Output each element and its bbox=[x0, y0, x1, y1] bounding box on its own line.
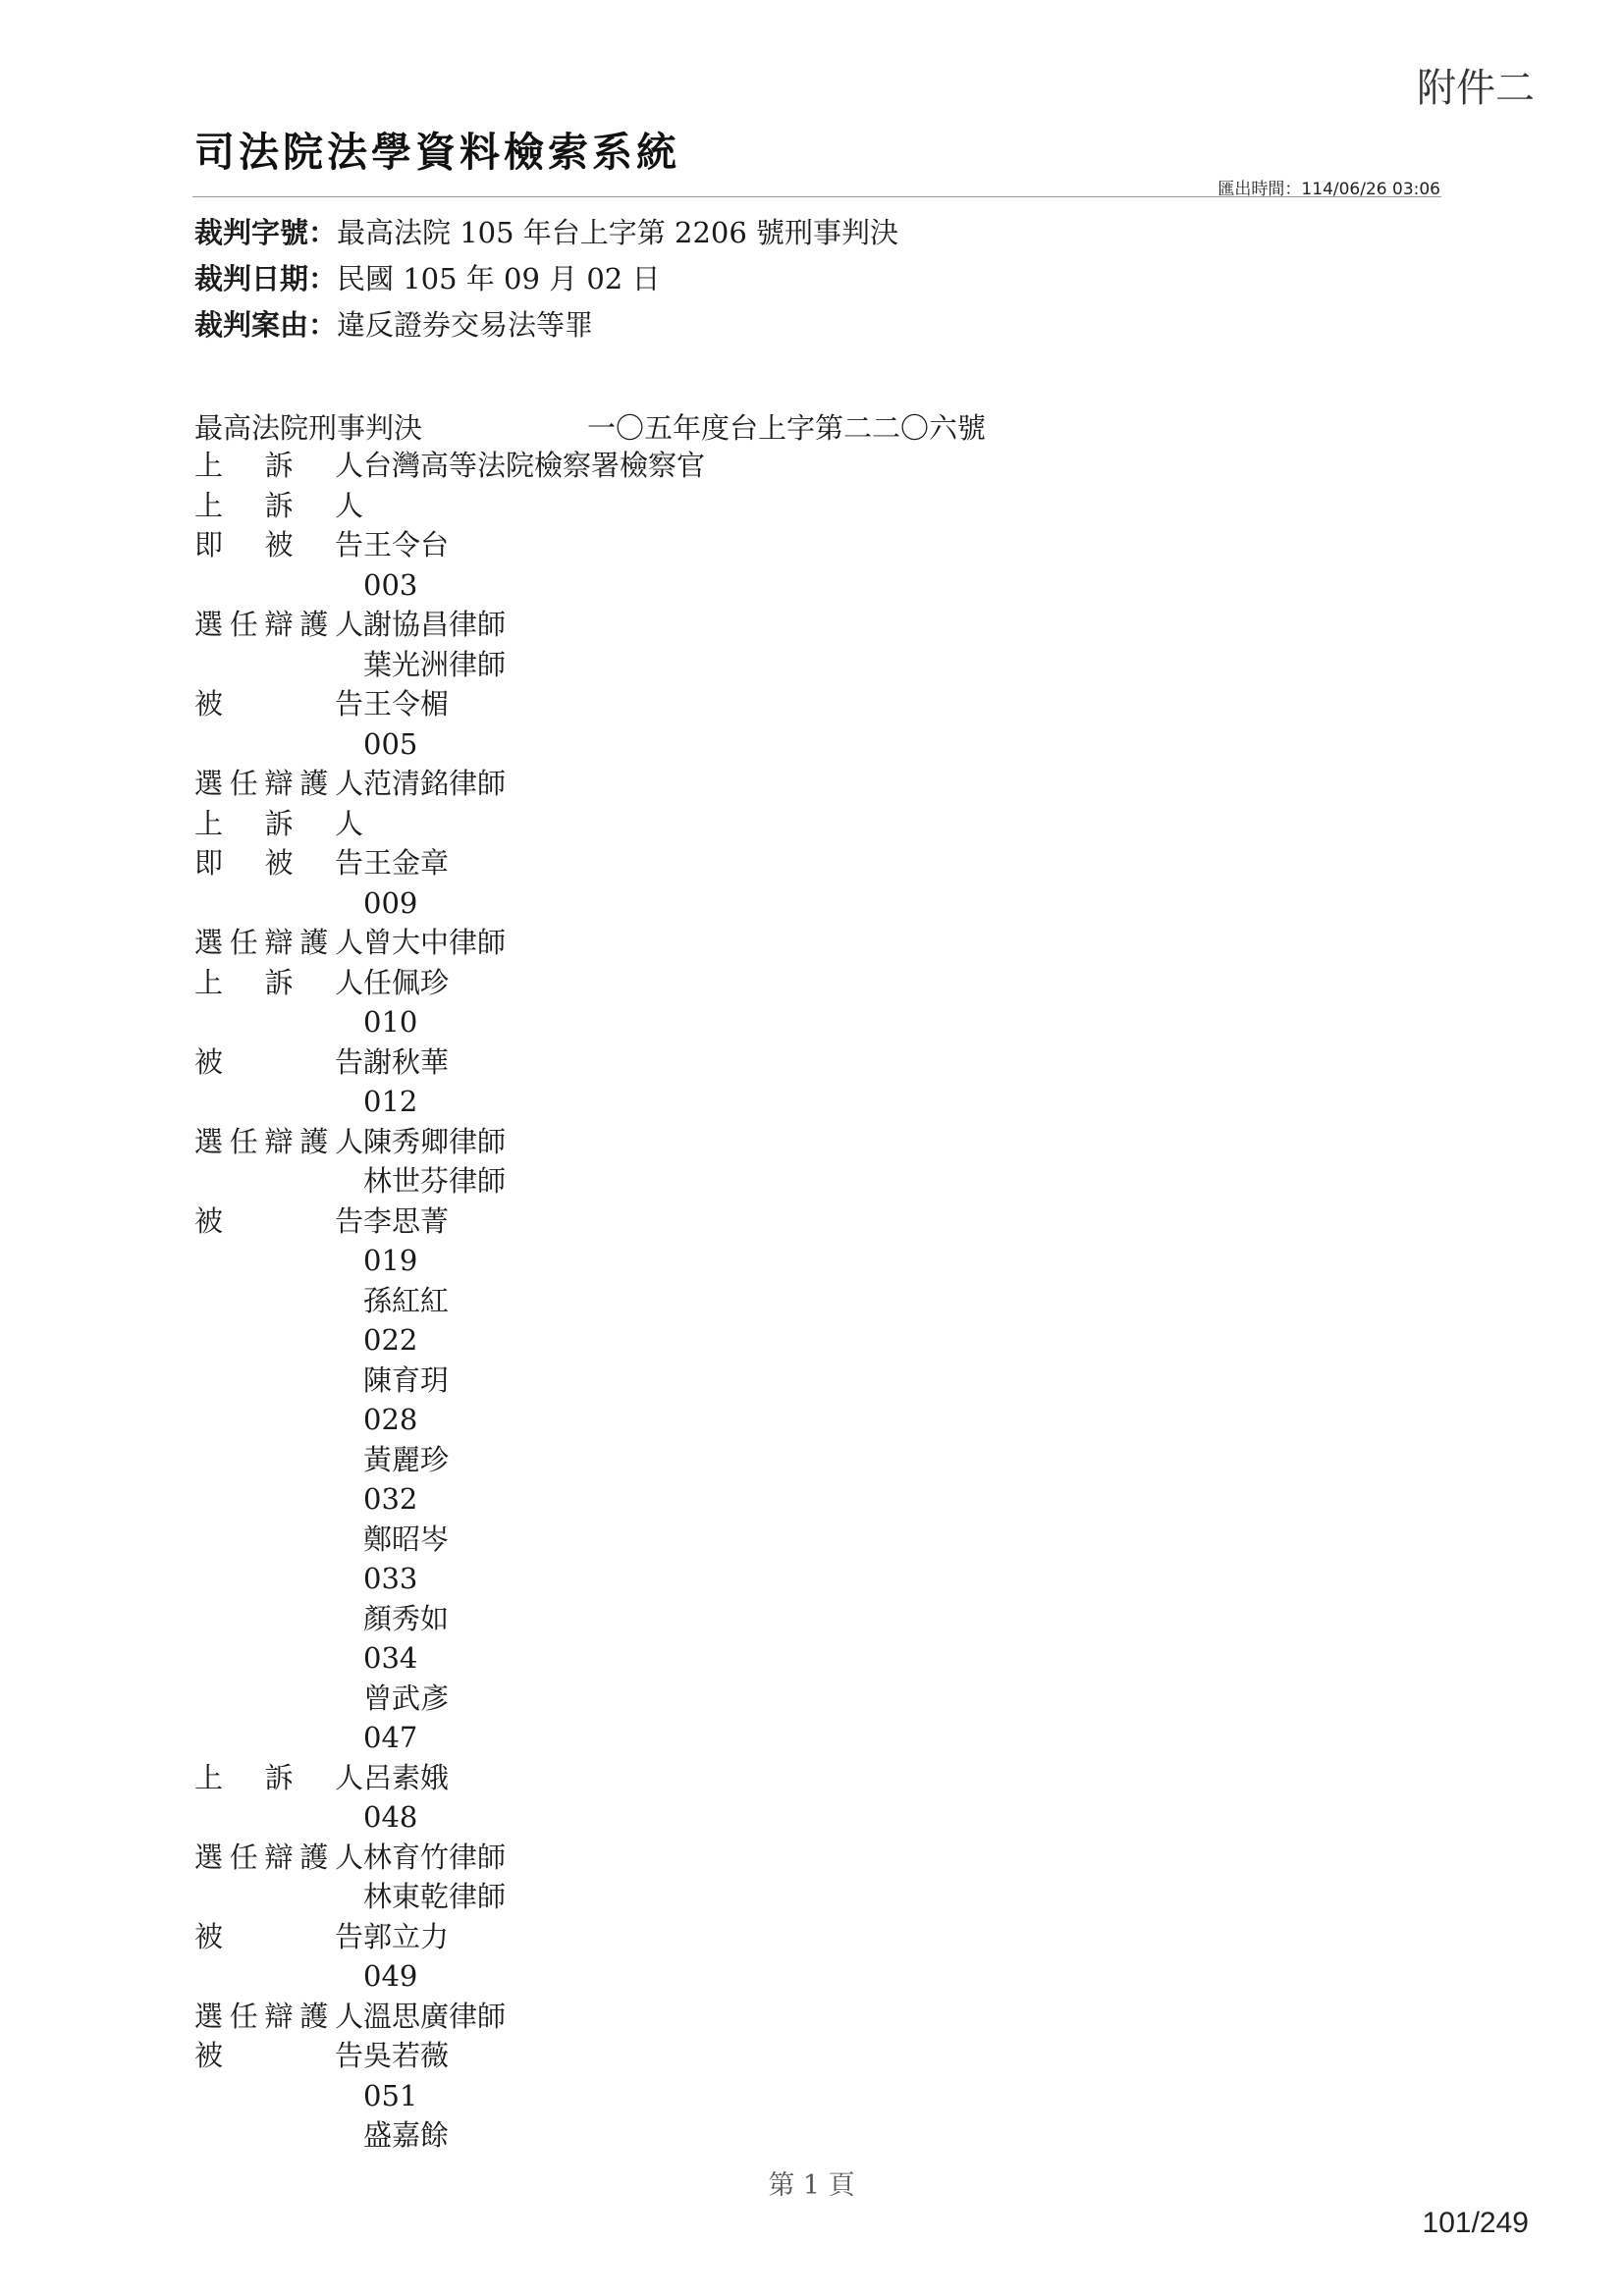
meta-case-number bbox=[194, 211, 898, 254]
party-role: 選任辯護人 bbox=[194, 1999, 363, 2033]
party-value: 曾大中律師 bbox=[363, 926, 507, 959]
party-role: 選任辯護人 bbox=[194, 608, 363, 641]
party-value: 005 bbox=[363, 726, 418, 761]
party-row bbox=[194, 843, 705, 883]
party-row bbox=[194, 565, 705, 606]
party-row bbox=[194, 1400, 705, 1440]
party-value: 012 bbox=[363, 1085, 418, 1118]
party-row bbox=[194, 1599, 705, 1639]
party-role: 選任辯護人 bbox=[194, 926, 363, 959]
party-role: 被告 bbox=[194, 687, 363, 721]
party-row bbox=[194, 1758, 705, 1798]
party-value: 謝秋華 bbox=[363, 1044, 450, 1079]
party-role: 上訴人 bbox=[194, 965, 363, 999]
party-row bbox=[194, 1997, 705, 2037]
party-role: 即被告 bbox=[194, 528, 363, 561]
party-value: 林育竹律師 bbox=[363, 1840, 507, 1874]
party-role: 被告 bbox=[194, 1044, 363, 1079]
party-row bbox=[194, 1559, 705, 1599]
party-list bbox=[194, 446, 705, 2156]
party-value: 孫紅紅 bbox=[363, 1283, 450, 1317]
party-value: 010 bbox=[363, 1005, 418, 1039]
party-row bbox=[194, 525, 705, 565]
export-time: 匯出時間：114/06/26 03:06 bbox=[1217, 180, 1440, 199]
party-role: 上訴人 bbox=[194, 449, 363, 482]
system-title: 司法院法學資料檢索系統 bbox=[194, 129, 680, 176]
case-number: 一〇五年度台上字第二二〇六號 bbox=[587, 411, 987, 445]
meta-label: 裁判案由： bbox=[194, 308, 338, 342]
party-value: 盛嘉餘 bbox=[363, 2118, 450, 2152]
party-value: 032 bbox=[363, 1482, 418, 1516]
party-row bbox=[194, 446, 705, 486]
party-row bbox=[194, 605, 705, 645]
party-value: 鄭昭岑 bbox=[363, 1522, 450, 1556]
party-row bbox=[194, 1320, 705, 1361]
party-role: 上訴人 bbox=[194, 1760, 363, 1794]
party-row bbox=[194, 684, 705, 724]
party-value: 003 bbox=[363, 567, 418, 602]
meta-judgment-date bbox=[194, 257, 660, 300]
party-row bbox=[194, 1638, 705, 1679]
party-row bbox=[194, 1718, 705, 1758]
party-row bbox=[194, 1440, 705, 1480]
party-row bbox=[194, 1479, 705, 1520]
party-value: 049 bbox=[363, 1959, 418, 1993]
party-role: 被告 bbox=[194, 2039, 363, 2072]
party-role: 被告 bbox=[194, 1919, 363, 1953]
party-role: 選任辯護人 bbox=[194, 767, 363, 800]
party-row bbox=[194, 1917, 705, 1957]
party-row bbox=[194, 1161, 705, 1201]
party-value: 047 bbox=[363, 1721, 418, 1754]
party-value: 台灣高等法院檢察署檢察官 bbox=[363, 449, 706, 482]
header-divider bbox=[192, 196, 1441, 197]
party-value: 033 bbox=[363, 1562, 418, 1595]
party-value: 林東乾律師 bbox=[363, 1880, 507, 1913]
page-number: 第 1 頁 bbox=[768, 2170, 855, 2201]
party-row bbox=[194, 1520, 705, 1560]
party-value: 034 bbox=[363, 1641, 418, 1675]
party-row bbox=[194, 883, 705, 924]
party-value: 任佩珍 bbox=[363, 965, 450, 999]
party-row bbox=[194, 1122, 705, 1162]
page-count: 101/249 bbox=[1422, 2207, 1529, 2239]
party-value: 009 bbox=[363, 885, 418, 920]
party-value: 019 bbox=[363, 1244, 418, 1277]
meta-case-cause bbox=[194, 303, 593, 347]
party-value: 曾武彥 bbox=[363, 1681, 450, 1715]
party-role: 選任辯護人 bbox=[194, 1840, 363, 1874]
meta-value: 民國 105 年 09 月 02 日 bbox=[337, 262, 661, 295]
party-value: 王令台 bbox=[363, 528, 450, 561]
party-row bbox=[194, 1042, 705, 1083]
judgment-heading bbox=[194, 406, 986, 447]
party-row bbox=[194, 1361, 705, 1401]
party-value: 048 bbox=[363, 1800, 418, 1834]
party-row bbox=[194, 764, 705, 804]
party-value: 王金章 bbox=[363, 846, 450, 880]
party-role: 選任辯護人 bbox=[194, 1124, 363, 1158]
party-row bbox=[194, 1082, 705, 1122]
party-row bbox=[194, 1281, 705, 1321]
party-row bbox=[194, 923, 705, 963]
party-row bbox=[194, 1877, 705, 1917]
party-row bbox=[194, 804, 705, 844]
party-row bbox=[194, 724, 705, 765]
party-row bbox=[194, 2115, 705, 2156]
party-value: 郭立力 bbox=[363, 1919, 450, 1953]
party-row bbox=[194, 1241, 705, 1281]
party-value: 陳秀卿律師 bbox=[363, 1124, 507, 1158]
party-value: 呂素娥 bbox=[363, 1760, 450, 1794]
meta-label: 裁判字號： bbox=[194, 216, 338, 249]
party-row bbox=[194, 963, 705, 1003]
party-row bbox=[194, 1002, 705, 1042]
party-row bbox=[194, 1838, 705, 1878]
party-value: 葉光洲律師 bbox=[363, 647, 507, 681]
party-value: 吳若薇 bbox=[363, 2039, 450, 2072]
party-role: 被告 bbox=[194, 1203, 363, 1238]
party-value: 王令楣 bbox=[363, 687, 450, 721]
party-value: 林世芬律師 bbox=[363, 1164, 507, 1198]
party-row bbox=[194, 645, 705, 685]
party-role: 即被告 bbox=[194, 846, 363, 880]
party-role: 上訴人 bbox=[194, 488, 363, 522]
party-value: 謝協昌律師 bbox=[363, 608, 507, 641]
party-value: 溫思廣律師 bbox=[363, 1999, 507, 2033]
meta-value: 最高法院 105 年台上字第 2206 號刑事判決 bbox=[337, 216, 899, 249]
party-value: 028 bbox=[363, 1403, 418, 1436]
party-row bbox=[194, 486, 705, 526]
party-row bbox=[194, 2036, 705, 2076]
party-row bbox=[194, 1797, 705, 1838]
party-role: 上訴人 bbox=[194, 806, 363, 840]
party-value: 顏秀如 bbox=[363, 1601, 450, 1635]
party-value: 陳育玥 bbox=[363, 1362, 450, 1397]
court-name: 最高法院刑事判決 bbox=[194, 411, 423, 445]
party-value: 022 bbox=[363, 1323, 418, 1357]
party-row bbox=[194, 1956, 705, 1997]
party-row bbox=[194, 1201, 705, 1242]
party-value: 051 bbox=[363, 2078, 418, 2112]
party-row bbox=[194, 1679, 705, 1719]
party-value: 黃麗珍 bbox=[363, 1442, 450, 1476]
party-value: 范清銘律師 bbox=[363, 767, 507, 800]
annex-label: 附件二 bbox=[1417, 66, 1535, 111]
party-value: 李思菁 bbox=[363, 1203, 450, 1238]
meta-value: 違反證券交易法等罪 bbox=[337, 308, 594, 342]
party-row bbox=[194, 2076, 705, 2116]
meta-label: 裁判日期： bbox=[194, 262, 338, 295]
